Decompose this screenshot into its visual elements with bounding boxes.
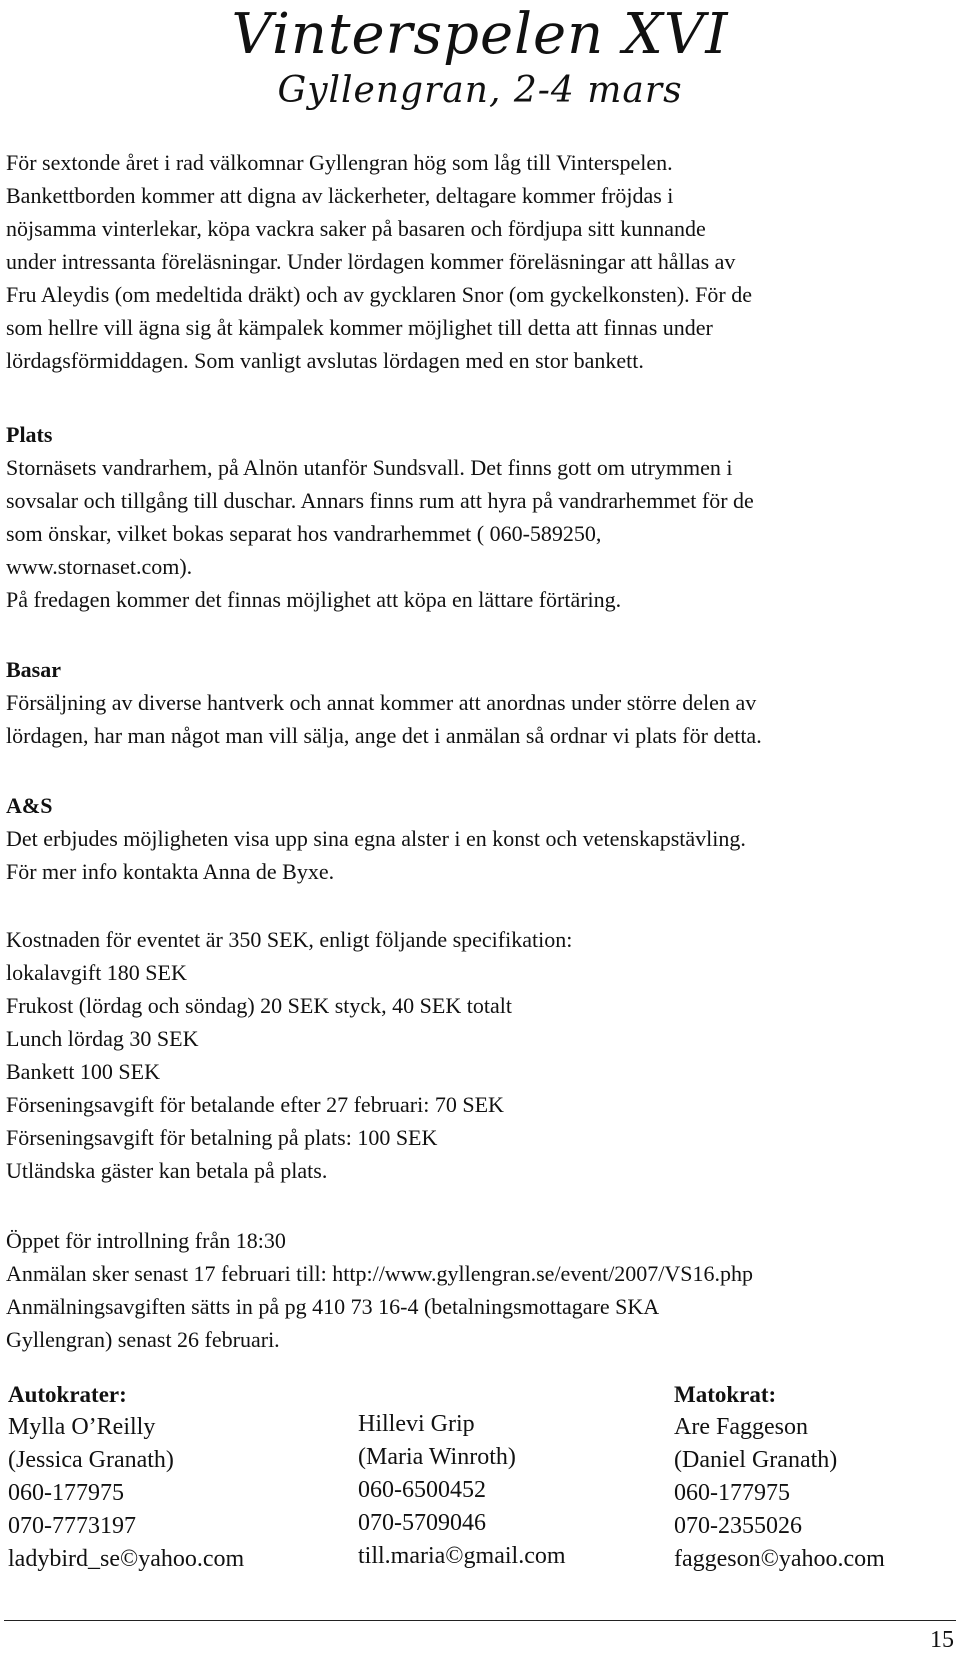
contact-realname: (Daniel Granath) [674, 1447, 838, 1473]
text-line: Frukost (lördag och söndag) 20 SEK styck, 40 SEK totalt [6, 993, 512, 1018]
cost-section [6, 923, 954, 1187]
text-line: Anmälningsavgiften sätts in på pg 410 73 16-4 (betalningsmottagare SKA [6, 1294, 660, 1319]
text-line: För mer info kontakta Anna de Byxe. [6, 859, 335, 884]
contact-name: Are Faggeson [674, 1414, 808, 1440]
contact-matokrat [674, 1378, 885, 1576]
contact-mobile: 070-5709046 [358, 1510, 486, 1536]
contact-realname: (Jessica Granath) [8, 1447, 174, 1473]
text-line: Det erbjudes möjligheten visa upp sina egna alster i en konst och vetenskapstävling. [6, 826, 746, 851]
section-heading-basar: Basar [6, 657, 61, 682]
contact-phone: 060-6500452 [358, 1477, 486, 1503]
text-line: Fru Aleydis (om medeltida dräkt) och av gycklaren Snor (om gyckelkonsten). För de [6, 282, 752, 307]
text-line: Bankett 100 SEK [6, 1059, 160, 1084]
text-line: Bankettborden kommer att digna av läckerheter, deltagare kommer fröjdas i [6, 183, 674, 208]
contact-role: Matokrat: [674, 1382, 777, 1407]
text-line: lördagsförmiddagen. Som vanligt avslutas lördagen med en stor bankett. [6, 348, 644, 373]
text-line: sovsalar och tillgång till duschar. Annars finns rum att hyra på vandrarhemmet för de [6, 488, 754, 513]
text-line: lördagen, har man något man vill sälja, ange det i anmälan så ordnar vi plats för detta. [6, 723, 762, 748]
text-line: Förseningsavgift för betalning på plats: 100 SEK [6, 1125, 438, 1150]
contact-autokrater [8, 1378, 244, 1576]
plats-section [6, 418, 954, 616]
text-line: som önskar, vilket bokas separat hos vandrarhemmet ( 060-589250, [6, 521, 602, 546]
contact-realname: (Maria Winroth) [358, 1444, 516, 1470]
registration-section [6, 1224, 954, 1356]
contact-mobile: 070-2355026 [674, 1513, 802, 1539]
contact-email: ladybird_se©yahoo.com [8, 1546, 245, 1572]
text-line: Lunch lördag 30 SEK [6, 1026, 199, 1051]
text-line: Gyllengran) senast 26 februari. [6, 1327, 280, 1352]
contact-email: till.maria©gmail.com [358, 1543, 566, 1569]
text-line: På fredagen kommer det finnas möjlighet att köpa en lättare förtäring. [6, 587, 622, 612]
text-line: För sextonde året i rad välkomnar Gyllengran hög som låg till Vinterspelen. [6, 150, 673, 175]
contact-second [358, 1408, 566, 1573]
text-line: Försäljning av diverse hantverk och annat kommer att anordnas under större delen av [6, 690, 757, 715]
basar-section [6, 653, 954, 752]
page-title: Vinterspelen XVI [231, 2, 729, 67]
text-line: Förseningsavgift för betalande efter 27 februari: 70 SEK [6, 1092, 504, 1117]
contact-name: Mylla O’Reilly [8, 1414, 156, 1440]
as-section [6, 789, 954, 888]
contact-phone: 060-177975 [8, 1480, 124, 1506]
intro-paragraph [6, 146, 954, 377]
text-line: Anmälan sker senast 17 februari till: http://www.gyllengran.se/event/2007/VS16.php [6, 1261, 754, 1286]
text-line: Stornäsets vandrarhem, på Alnön utanför Sundsvall. Det finns gott om utrymmen i [6, 455, 733, 480]
contact-role: Autokrater: [8, 1382, 127, 1407]
contact-name: Hillevi Grip [358, 1411, 475, 1437]
text-line: www.stornaset.com). [6, 554, 193, 579]
text-line: lokalavgift 180 SEK [6, 960, 187, 985]
text-line: Öppet för introllning från 18:30 [6, 1228, 286, 1253]
page-number: 15 [930, 1627, 954, 1653]
contact-phone: 060-177975 [674, 1480, 790, 1506]
text-line: under intressanta föreläsningar. Under lördagen kommer föreläsningar att hållas av [6, 249, 736, 274]
contact-email: faggeson©yahoo.com [674, 1546, 885, 1572]
contact-mobile: 070-7773197 [8, 1513, 136, 1539]
text-line: som hellre vill ägna sig åt kämpalek kommer möjlighet till detta att finnas under [6, 315, 713, 340]
section-heading-as: A&S [6, 793, 53, 818]
footer-rule [4, 1620, 956, 1621]
text-line: Utländska gäster kan betala på plats. [6, 1158, 328, 1183]
section-heading-plats: Plats [6, 422, 53, 447]
page-subtitle: Gyllengran, 2-4 mars [277, 70, 683, 111]
text-line: nöjsamma vinterlekar, köpa vackra saker på basaren och fördjupa sitt kunnande [6, 216, 706, 241]
text-line: Kostnaden för eventet är 350 SEK, enligt följande specifikation: [6, 927, 573, 952]
